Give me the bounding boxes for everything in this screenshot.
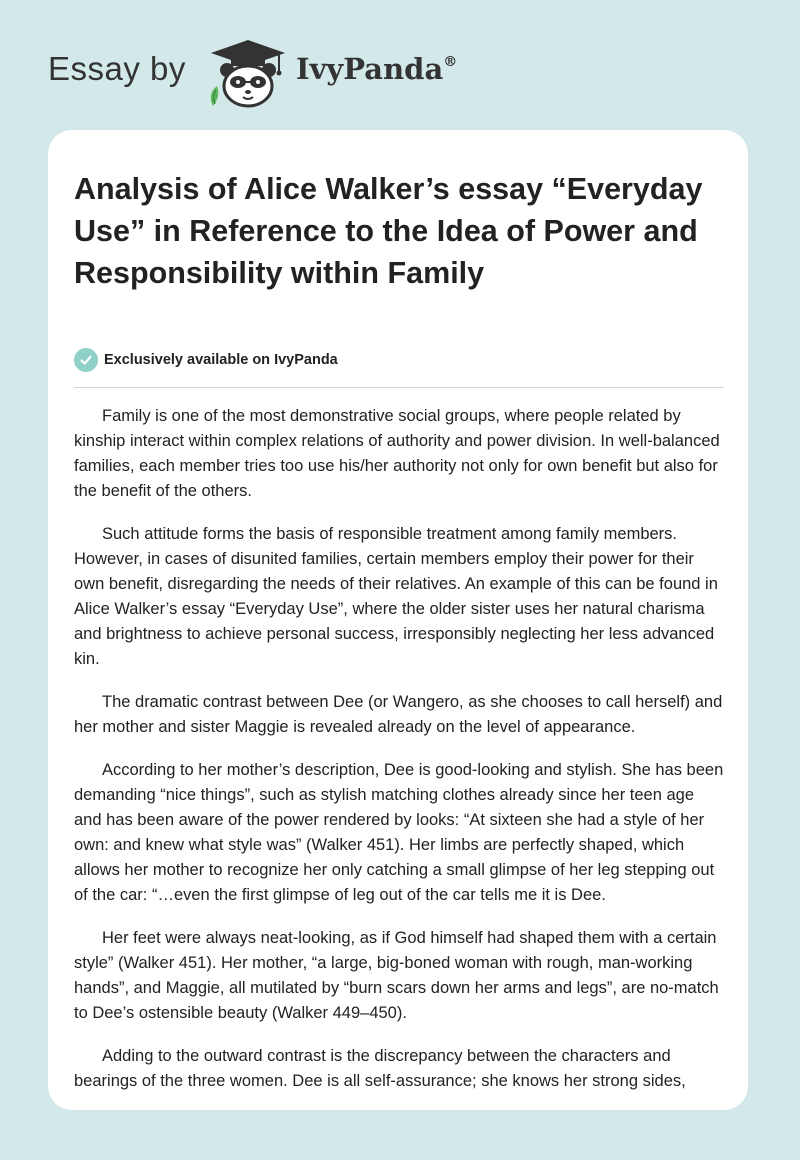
panda-graduate-logo-icon[interactable] bbox=[203, 36, 293, 108]
paragraph: Such attitude forms the basis of responsible treatment among family members. However, in cases of disunited families, certain members employ their power for their own benefit, disregarding the needs of their relatives. An example of this can be found in Alice Walker’s essay “Everyday Use”, where the older sister uses her natural charisma and brightness to achieve personal success, irresponsibly neglecting her less advanced kin. bbox=[74, 525, 718, 668]
essay-title: Analysis of Alice Walker’s essay “Everyday Use” in Reference to the Idea of Power and Responsibility within Family bbox=[74, 172, 703, 290]
essay-card bbox=[48, 130, 748, 1110]
check-circle-icon bbox=[74, 348, 98, 372]
paragraph: Adding to the outward contrast is the discrepancy between the characters and bearings of the three women. Dee is all self-assurance; she knows her strong sides, bbox=[74, 1047, 686, 1090]
essay-body bbox=[74, 404, 726, 1110]
essay-by-label: Essay by bbox=[48, 50, 186, 87]
registered-mark: ® bbox=[443, 54, 458, 70]
paragraph: Family is one of the most demonstrative social groups, where people related by kinship interact within complex relations of authority and power division. In well-balanced families, each member tries too use his/her authority not only for own benefit but also for the benefit of the others. bbox=[74, 407, 720, 500]
divider bbox=[74, 387, 724, 388]
exclusive-badge bbox=[74, 347, 338, 373]
paragraph: The dramatic contrast between Dee (or Wangero, as she chooses to call herself) and her mother and sister Maggie is revealed already on the level of appearance. bbox=[74, 693, 723, 736]
paragraph: Her feet were always neat-looking, as if God himself had shaped them with a certain style” (Walker 451). Her mother, “a large, big-boned woman with rough, man-working hands”, and Maggie, all mutilated by “burn scars down her arms and legs”, are no-match to Dee’s ostensible beauty (Walker 449–450). bbox=[74, 929, 719, 1022]
site-header bbox=[48, 30, 748, 110]
paragraph: According to her mother’s description, Dee is good-looking and stylish. She has been demanding “nice things”, such as stylish matching clothes already since her teen age and has been aware of the power rendered by looks: “At sixteen she had a style of her own: and knew what style was” (Walker 451). Her limbs are perfectly shaped, which allows her mother to recognize her only catching a small glimpse of her leg stepping out of the car: “…even the first glimpse of leg out of the car tells me it is Dee. bbox=[74, 761, 724, 904]
exclusive-badge-label: Exclusively available on IvyPanda bbox=[104, 352, 338, 368]
brand-text: IvyPanda bbox=[296, 52, 444, 86]
brand-name[interactable] bbox=[296, 52, 457, 86]
